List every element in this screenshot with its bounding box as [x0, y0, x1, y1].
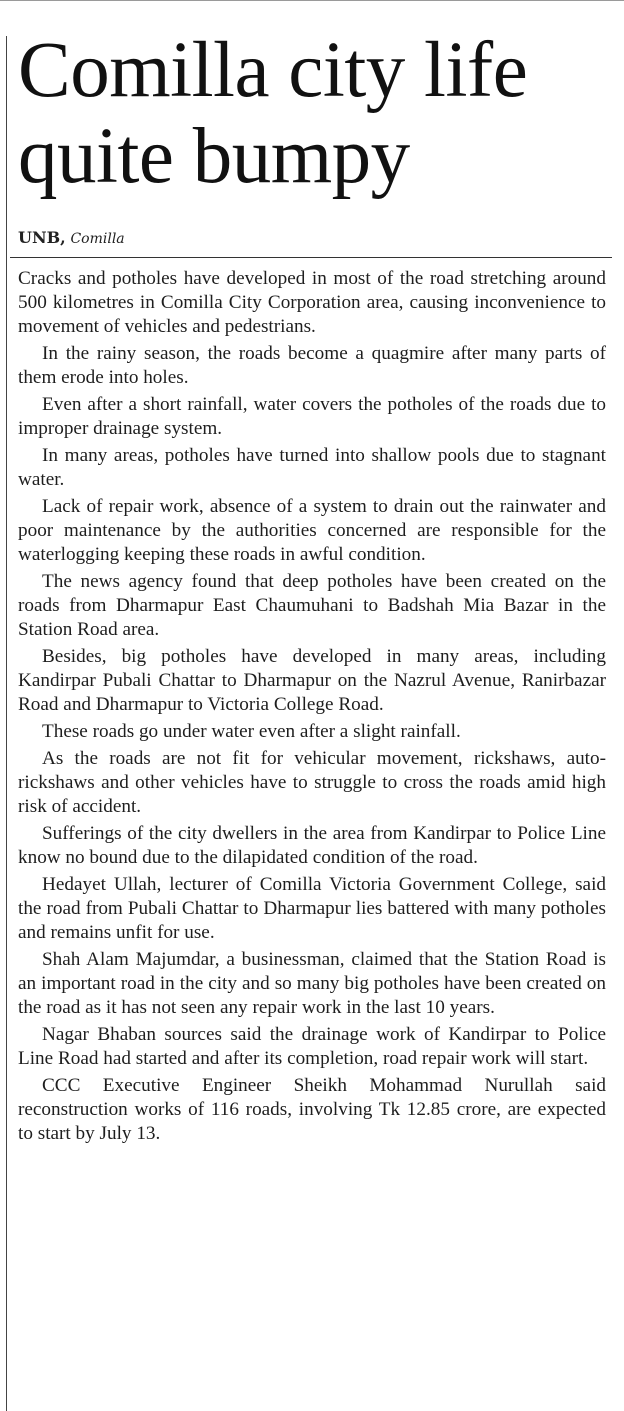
- article-paragraph: In many areas, potholes have turned into shallow pools due to stagnant water.: [18, 445, 606, 490]
- byline-agency: UNB,: [18, 228, 66, 247]
- byline-divider: [10, 257, 612, 258]
- article-paragraph: Hedayet Ullah, lecturer of Comilla Victoria Government College, said the road from Pubali Chattar to Dharmapur lies battered with many potholes and remains unfit for use.: [18, 874, 606, 943]
- article-paragraph: The news agency found that deep potholes have been created on the roads from Dharmapur East Chaumuhani to Badshah Mia Bazar in the Station Road area.: [18, 571, 606, 640]
- article-paragraph: Besides, big potholes have developed in many areas, including Kandirpar Pubali Chattar to Dharmapur on the Nazrul Avenue, Ranirbazar Road and Dharmapur to Victoria College Road.: [18, 646, 606, 715]
- headline-line-1: Comilla city life: [18, 27, 528, 114]
- article-paragraph: Cracks and potholes have developed in most of the road stretching around 500 kilometres in Comilla City Corporation area, causing inconvenience to movement of vehicles and pedestrians.: [18, 268, 606, 337]
- article-paragraph: Lack of repair work, absence of a system to drain out the rainwater and poor maintenance by the authorities concerned are responsible for the waterlogging keeping these roads in awful condition.: [18, 496, 606, 565]
- article-paragraph: CCC Executive Engineer Sheikh Mohammad Nurullah said reconstruction works of 116 roads, involving Tk 12.85 crore, are expected to start by July 13.: [18, 1075, 606, 1144]
- article-paragraph: These roads go under water even after a slight rainfall.: [42, 721, 461, 742]
- article-paragraph: Shah Alam Majumdar, a businessman, claimed that the Station Road is an important road in the city and so many big potholes have been created on the road as it has not seen any repair work in the last 10 years.: [18, 949, 606, 1018]
- column-rule: [6, 36, 7, 1411]
- headline: [18, 28, 618, 200]
- byline: [18, 228, 125, 247]
- top-rule: [0, 0, 624, 7]
- byline-place: Comilla: [70, 231, 125, 247]
- article-paragraph: Nagar Bhaban sources said the drainage work of Kandirpar to Police Line Road had started and after its completion, road repair work will start.: [18, 1024, 606, 1069]
- article-paragraph: Sufferings of the city dwellers in the area from Kandirpar to Police Line know no bound due to the dilapidated condition of the road.: [18, 823, 606, 868]
- headline-line-2: quite bumpy: [18, 113, 410, 200]
- article-body: [18, 267, 606, 1149]
- article-paragraph: As the roads are not fit for vehicular movement, rickshaws, auto-rickshaws and other vehicles have to struggle to cross the roads amid high risk of accident.: [18, 748, 606, 817]
- article-paragraph: In the rainy season, the roads become a quagmire after many parts of them erode into holes.: [18, 343, 606, 388]
- article-paragraph: Even after a short rainfall, water covers the potholes of the roads due to improper drainage system.: [18, 394, 606, 439]
